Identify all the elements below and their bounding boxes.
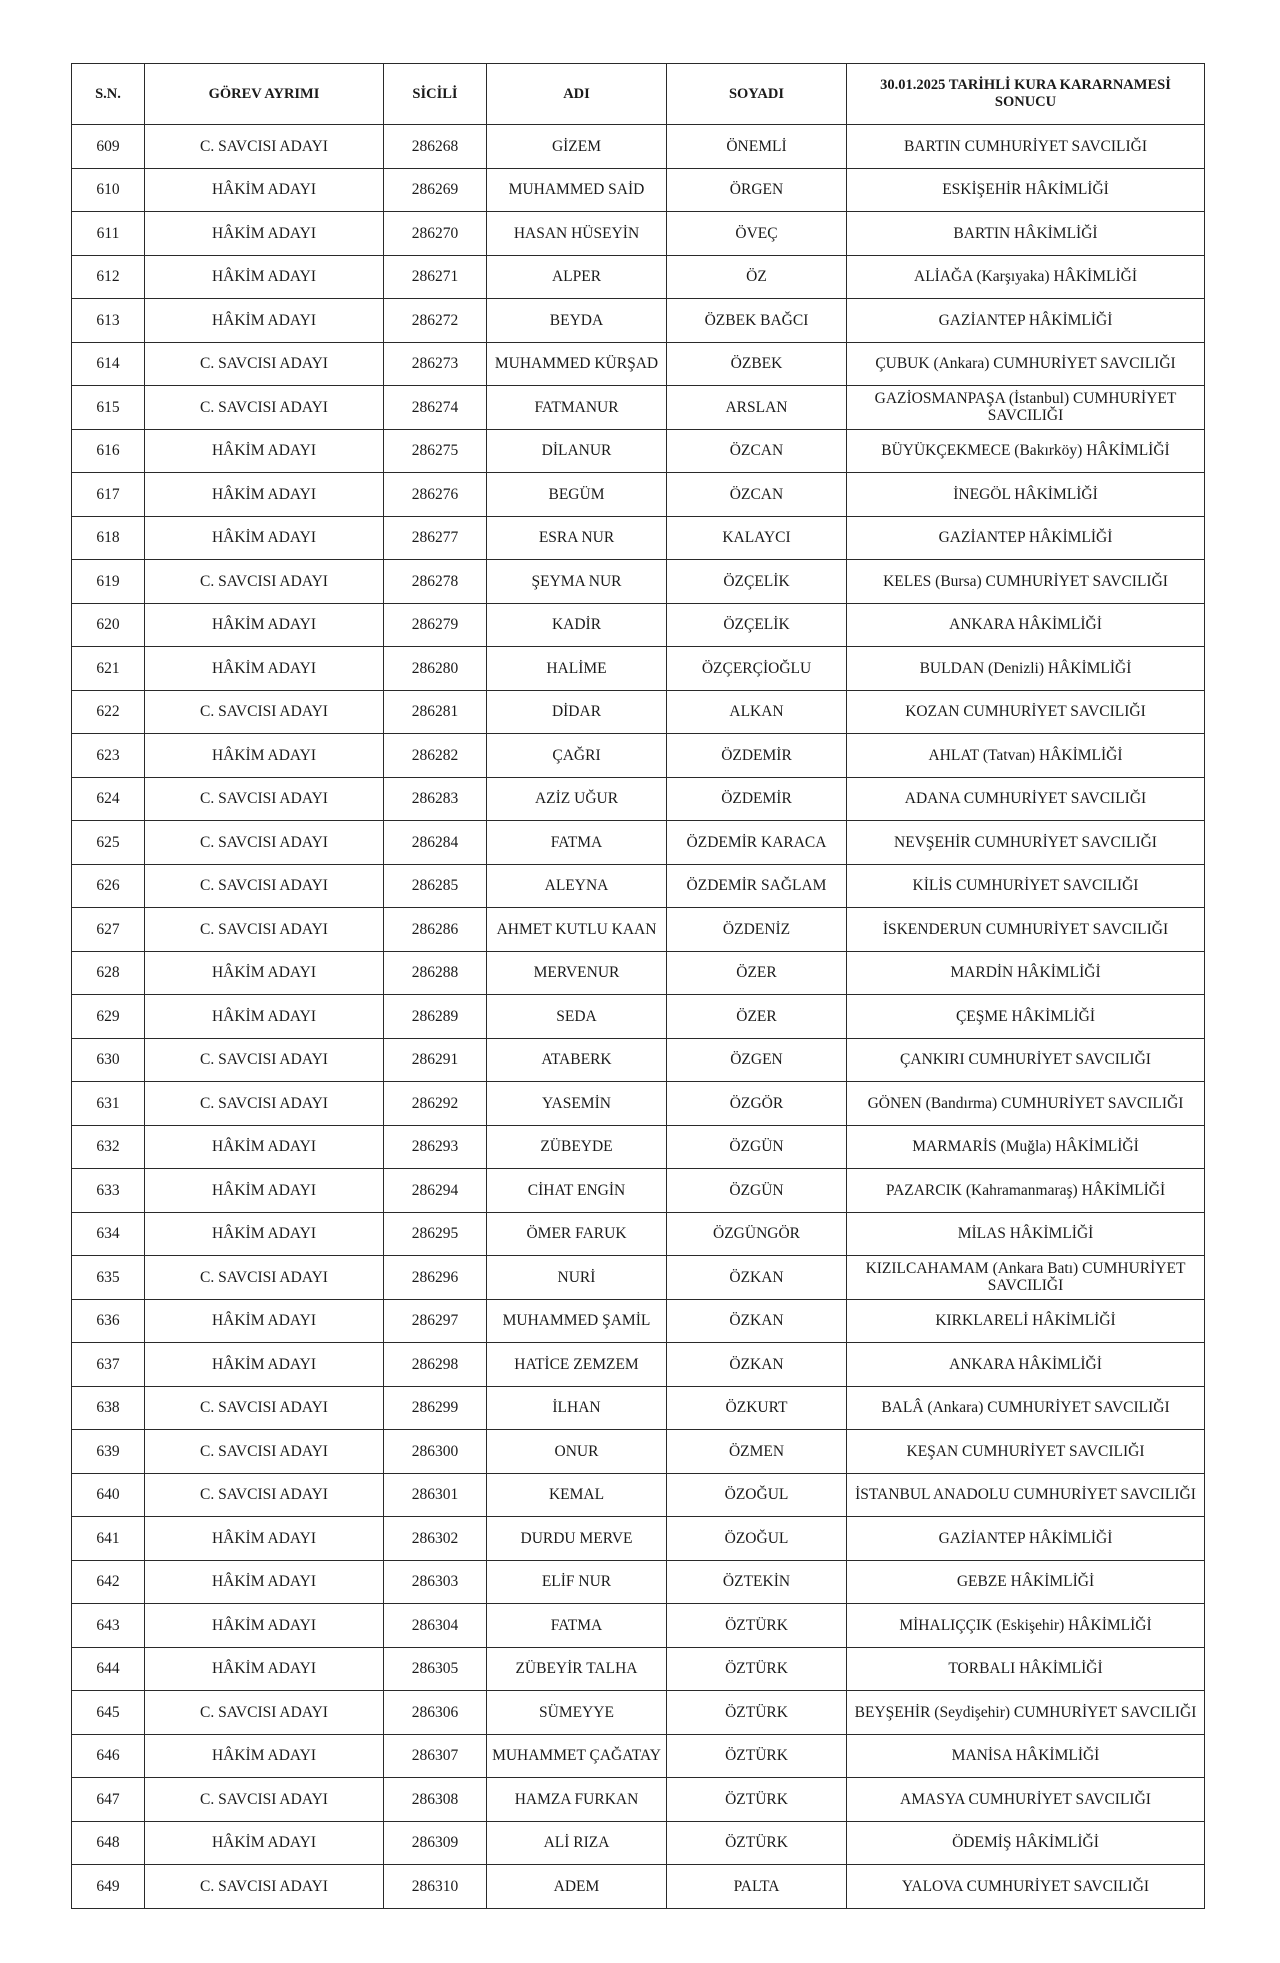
cell-gorev: HÂKİM ADAYI <box>145 1647 384 1691</box>
cell-adi: ZÜBEYİR TALHA <box>487 1647 667 1691</box>
cell-kura: ESKİŞEHİR HÂKİMLİĞİ <box>847 168 1205 212</box>
cell-soyadi: ÖZGÖR <box>667 1082 847 1126</box>
cell-sicil: 286280 <box>384 647 487 691</box>
header-soyadi: SOYADI <box>667 64 847 125</box>
cell-gorev: C. SAVCISI ADAYI <box>145 1778 384 1822</box>
cell-soyadi: ÖZTÜRK <box>667 1647 847 1691</box>
cell-sicil: 286285 <box>384 864 487 908</box>
cell-adi: ALPER <box>487 255 667 299</box>
cell-gorev: HÂKİM ADAYI <box>145 212 384 256</box>
table-row <box>72 516 1205 560</box>
cell-sn: 637 <box>72 1343 145 1387</box>
cell-adi: MUHAMMED SAİD <box>487 168 667 212</box>
table-row <box>72 212 1205 256</box>
cell-sn: 645 <box>72 1691 145 1735</box>
cell-adi: MUHAMMED KÜRŞAD <box>487 342 667 386</box>
cell-soyadi: ARSLAN <box>667 386 847 430</box>
cell-gorev: C. SAVCISI ADAYI <box>145 777 384 821</box>
cell-sn: 640 <box>72 1473 145 1517</box>
cell-gorev: HÂKİM ADAYI <box>145 1734 384 1778</box>
cell-kura: MARDİN HÂKİMLİĞİ <box>847 951 1205 995</box>
cell-sicil: 286303 <box>384 1560 487 1604</box>
cell-gorev: C. SAVCISI ADAYI <box>145 1473 384 1517</box>
cell-sicil: 286295 <box>384 1212 487 1256</box>
cell-kura: İSKENDERUN CUMHURİYET SAVCILIĞI <box>847 908 1205 952</box>
cell-adi: DURDU MERVE <box>487 1517 667 1561</box>
cell-sicil: 286293 <box>384 1125 487 1169</box>
cell-kura: KİLİS CUMHURİYET SAVCILIĞI <box>847 864 1205 908</box>
cell-sicil: 286277 <box>384 516 487 560</box>
cell-sn: 619 <box>72 560 145 604</box>
table-row <box>72 603 1205 647</box>
cell-sicil: 286308 <box>384 1778 487 1822</box>
cell-gorev: C. SAVCISI ADAYI <box>145 1256 384 1300</box>
table-row <box>72 1560 1205 1604</box>
cell-adi: MERVENUR <box>487 951 667 995</box>
cell-kura: BEYŞEHİR (Seydişehir) CUMHURİYET SAVCILIĞI <box>847 1691 1205 1735</box>
cell-sicil: 286268 <box>384 125 487 169</box>
table-row <box>72 1212 1205 1256</box>
cell-sicil: 286272 <box>384 299 487 343</box>
cell-soyadi: ÖZTÜRK <box>667 1778 847 1822</box>
cell-soyadi: ÖZTÜRK <box>667 1734 847 1778</box>
cell-adi: SÜMEYYE <box>487 1691 667 1735</box>
cell-soyadi: ÖZGÜN <box>667 1169 847 1213</box>
cell-adi: AHMET KUTLU KAAN <box>487 908 667 952</box>
cell-sn: 648 <box>72 1821 145 1865</box>
cell-kura: YALOVA CUMHURİYET SAVCILIĞI <box>847 1865 1205 1909</box>
cell-sn: 644 <box>72 1647 145 1691</box>
cell-sicil: 286281 <box>384 690 487 734</box>
cell-kura: ÇUBUK (Ankara) CUMHURİYET SAVCILIĞI <box>847 342 1205 386</box>
header-adi: ADI <box>487 64 667 125</box>
cell-sn: 622 <box>72 690 145 734</box>
cell-sn: 610 <box>72 168 145 212</box>
cell-soyadi: ÖZTÜRK <box>667 1821 847 1865</box>
cell-adi: SEDA <box>487 995 667 1039</box>
cell-sicil: 286282 <box>384 734 487 778</box>
cell-adi: AZİZ UĞUR <box>487 777 667 821</box>
cell-sicil: 286271 <box>384 255 487 299</box>
cell-kura: İSTANBUL ANADOLU CUMHURİYET SAVCILIĞI <box>847 1473 1205 1517</box>
table-row <box>72 1691 1205 1735</box>
cell-sn: 634 <box>72 1212 145 1256</box>
cell-kura: BÜYÜKÇEKMECE (Bakırköy) HÂKİMLİĞİ <box>847 429 1205 473</box>
table-row <box>72 1604 1205 1648</box>
cell-adi: FATMA <box>487 1604 667 1648</box>
table-header <box>72 64 1205 125</box>
cell-adi: HALİME <box>487 647 667 691</box>
cell-sn: 627 <box>72 908 145 952</box>
cell-kura: AHLAT (Tatvan) HÂKİMLİĞİ <box>847 734 1205 778</box>
cell-kura: ÇANKIRI CUMHURİYET SAVCILIĞI <box>847 1038 1205 1082</box>
cell-sicil: 286309 <box>384 1821 487 1865</box>
cell-kura: KIZILCAHAMAM (Ankara Batı) CUMHURİYET SAVCILIĞI <box>847 1256 1205 1300</box>
cell-sicil: 286298 <box>384 1343 487 1387</box>
table-row <box>72 908 1205 952</box>
cell-kura: ADANA CUMHURİYET SAVCILIĞI <box>847 777 1205 821</box>
cell-kura: AMASYA CUMHURİYET SAVCILIĞI <box>847 1778 1205 1822</box>
table-row <box>72 864 1205 908</box>
cell-soyadi: ÖZMEN <box>667 1430 847 1474</box>
cell-sicil: 286294 <box>384 1169 487 1213</box>
cell-kura: İNEGÖL HÂKİMLİĞİ <box>847 473 1205 517</box>
cell-gorev: C. SAVCISI ADAYI <box>145 1386 384 1430</box>
cell-adi: DİLANUR <box>487 429 667 473</box>
cell-kura: ANKARA HÂKİMLİĞİ <box>847 1343 1205 1387</box>
cell-kura: GEBZE HÂKİMLİĞİ <box>847 1560 1205 1604</box>
cell-gorev: HÂKİM ADAYI <box>145 1299 384 1343</box>
cell-gorev: HÂKİM ADAYI <box>145 1212 384 1256</box>
cell-gorev: HÂKİM ADAYI <box>145 647 384 691</box>
cell-adi: HAMZA FURKAN <box>487 1778 667 1822</box>
cell-sicil: 286299 <box>384 1386 487 1430</box>
cell-soyadi: ÖZÇELİK <box>667 603 847 647</box>
cell-kura: TORBALI HÂKİMLİĞİ <box>847 1647 1205 1691</box>
cell-kura: ANKARA HÂKİMLİĞİ <box>847 603 1205 647</box>
table-row <box>72 1299 1205 1343</box>
cell-soyadi: ÖZÇELİK <box>667 560 847 604</box>
cell-adi: BEYDA <box>487 299 667 343</box>
cell-sn: 620 <box>72 603 145 647</box>
cell-gorev: C. SAVCISI ADAYI <box>145 690 384 734</box>
cell-adi: HATİCE ZEMZEM <box>487 1343 667 1387</box>
cell-sn: 628 <box>72 951 145 995</box>
table-row <box>72 560 1205 604</box>
cell-sn: 615 <box>72 386 145 430</box>
cell-gorev: HÂKİM ADAYI <box>145 299 384 343</box>
cell-adi: MUHAMMED ŞAMİL <box>487 1299 667 1343</box>
cell-soyadi: ÖZKAN <box>667 1299 847 1343</box>
cell-sn: 626 <box>72 864 145 908</box>
header-row <box>72 64 1205 125</box>
cell-sn: 638 <box>72 1386 145 1430</box>
cell-gorev: C. SAVCISI ADAYI <box>145 821 384 865</box>
cell-gorev: C. SAVCISI ADAYI <box>145 1865 384 1909</box>
cell-soyadi: ÖZGÜN <box>667 1125 847 1169</box>
table-row <box>72 1734 1205 1778</box>
cell-gorev: C. SAVCISI ADAYI <box>145 386 384 430</box>
assignment-table <box>71 63 1205 1909</box>
table-row <box>72 734 1205 778</box>
cell-sn: 630 <box>72 1038 145 1082</box>
cell-gorev: HÂKİM ADAYI <box>145 1821 384 1865</box>
cell-adi: ADEM <box>487 1865 667 1909</box>
table-row <box>72 1386 1205 1430</box>
cell-gorev: HÂKİM ADAYI <box>145 516 384 560</box>
cell-sn: 649 <box>72 1865 145 1909</box>
table-row <box>72 473 1205 517</box>
cell-gorev: C. SAVCISI ADAYI <box>145 1082 384 1126</box>
cell-kura: BALÂ (Ankara) CUMHURİYET SAVCILIĞI <box>847 1386 1205 1430</box>
cell-soyadi: ÖZKURT <box>667 1386 847 1430</box>
cell-kura: GAZİANTEP HÂKİMLİĞİ <box>847 299 1205 343</box>
cell-kura: MANİSA HÂKİMLİĞİ <box>847 1734 1205 1778</box>
cell-adi: ŞEYMA NUR <box>487 560 667 604</box>
cell-sicil: 286288 <box>384 951 487 995</box>
table-row <box>72 429 1205 473</box>
cell-soyadi: ÖZTÜRK <box>667 1691 847 1735</box>
cell-kura: KEŞAN CUMHURİYET SAVCILIĞI <box>847 1430 1205 1474</box>
cell-adi: ELİF NUR <box>487 1560 667 1604</box>
cell-sicil: 286292 <box>384 1082 487 1126</box>
cell-sn: 629 <box>72 995 145 1039</box>
cell-gorev: HÂKİM ADAYI <box>145 473 384 517</box>
cell-kura: PAZARCIK (Kahramanmaraş) HÂKİMLİĞİ <box>847 1169 1205 1213</box>
cell-soyadi: ÖZCAN <box>667 429 847 473</box>
cell-gorev: HÂKİM ADAYI <box>145 1604 384 1648</box>
cell-sicil: 286291 <box>384 1038 487 1082</box>
cell-sicil: 286283 <box>384 777 487 821</box>
cell-gorev: C. SAVCISI ADAYI <box>145 342 384 386</box>
cell-adi: BEGÜM <box>487 473 667 517</box>
cell-kura: ALİAĞA (Karşıyaka) HÂKİMLİĞİ <box>847 255 1205 299</box>
header-gorev: GÖREV AYRIMI <box>145 64 384 125</box>
cell-sicil: 286301 <box>384 1473 487 1517</box>
cell-gorev: HÂKİM ADAYI <box>145 995 384 1039</box>
table-row <box>72 1865 1205 1909</box>
cell-kura: MARMARİS (Muğla) HÂKİMLİĞİ <box>847 1125 1205 1169</box>
table-row <box>72 1473 1205 1517</box>
cell-kura: GAZİOSMANPAŞA (İstanbul) CUMHURİYET SAVCILIĞI <box>847 386 1205 430</box>
table-row <box>72 386 1205 430</box>
cell-kura: NEVŞEHİR CUMHURİYET SAVCILIĞI <box>847 821 1205 865</box>
cell-soyadi: ÖZKAN <box>667 1256 847 1300</box>
cell-sn: 618 <box>72 516 145 560</box>
table-row <box>72 995 1205 1039</box>
cell-soyadi: ÖZOĞUL <box>667 1473 847 1517</box>
cell-sn: 641 <box>72 1517 145 1561</box>
cell-soyadi: ÖZ <box>667 255 847 299</box>
cell-sicil: 286275 <box>384 429 487 473</box>
cell-soyadi: ÖZÇERÇİOĞLU <box>667 647 847 691</box>
cell-kura: KIRKLARELİ HÂKİMLİĞİ <box>847 1299 1205 1343</box>
cell-soyadi: ÖNEMLİ <box>667 125 847 169</box>
cell-soyadi: PALTA <box>667 1865 847 1909</box>
cell-gorev: C. SAVCISI ADAYI <box>145 1038 384 1082</box>
table-row <box>72 1821 1205 1865</box>
cell-adi: DİDAR <box>487 690 667 734</box>
cell-soyadi: ÖZOĞUL <box>667 1517 847 1561</box>
cell-sn: 642 <box>72 1560 145 1604</box>
cell-soyadi: ÖZCAN <box>667 473 847 517</box>
cell-sicil: 286276 <box>384 473 487 517</box>
cell-sn: 636 <box>72 1299 145 1343</box>
cell-sn: 635 <box>72 1256 145 1300</box>
cell-gorev: HÂKİM ADAYI <box>145 603 384 647</box>
table-row <box>72 951 1205 995</box>
cell-sicil: 286269 <box>384 168 487 212</box>
cell-soyadi: ÖZER <box>667 995 847 1039</box>
cell-sn: 633 <box>72 1169 145 1213</box>
cell-soyadi: ÖZGÜNGÖR <box>667 1212 847 1256</box>
table-row <box>72 125 1205 169</box>
header-kura: 30.01.2025 TARİHLİ KURA KARARNAMESİ SONUCU <box>847 64 1205 125</box>
cell-sn: 623 <box>72 734 145 778</box>
cell-sicil: 286305 <box>384 1647 487 1691</box>
cell-sicil: 286296 <box>384 1256 487 1300</box>
cell-adi: ZÜBEYDE <box>487 1125 667 1169</box>
cell-soyadi: ÖZKAN <box>667 1343 847 1387</box>
cell-adi: İLHAN <box>487 1386 667 1430</box>
table-row <box>72 1343 1205 1387</box>
table-row <box>72 1256 1205 1300</box>
cell-gorev: HÂKİM ADAYI <box>145 1125 384 1169</box>
cell-gorev: HÂKİM ADAYI <box>145 168 384 212</box>
cell-sicil: 286307 <box>384 1734 487 1778</box>
cell-kura: BARTIN CUMHURİYET SAVCILIĞI <box>847 125 1205 169</box>
header-sicil: SİCİLİ <box>384 64 487 125</box>
cell-soyadi: ÖZGEN <box>667 1038 847 1082</box>
cell-sn: 631 <box>72 1082 145 1126</box>
cell-sn: 616 <box>72 429 145 473</box>
cell-soyadi: ÖZDENİZ <box>667 908 847 952</box>
cell-sn: 613 <box>72 299 145 343</box>
cell-adi: GİZEM <box>487 125 667 169</box>
header-sn: S.N. <box>72 64 145 125</box>
cell-gorev: HÂKİM ADAYI <box>145 429 384 473</box>
table-row <box>72 299 1205 343</box>
cell-kura: GAZİANTEP HÂKİMLİĞİ <box>847 516 1205 560</box>
cell-soyadi: ÖVEÇ <box>667 212 847 256</box>
cell-sicil: 286304 <box>384 1604 487 1648</box>
cell-sn: 611 <box>72 212 145 256</box>
table-row <box>72 1169 1205 1213</box>
table-row <box>72 690 1205 734</box>
cell-adi: CİHAT ENGİN <box>487 1169 667 1213</box>
cell-adi: ÖMER FARUK <box>487 1212 667 1256</box>
cell-soyadi: ÖZTEKİN <box>667 1560 847 1604</box>
cell-sn: 617 <box>72 473 145 517</box>
cell-kura: MİHALIÇÇIK (Eskişehir) HÂKİMLİĞİ <box>847 1604 1205 1648</box>
cell-sicil: 286274 <box>384 386 487 430</box>
cell-gorev: HÂKİM ADAYI <box>145 1517 384 1561</box>
table-row <box>72 342 1205 386</box>
cell-adi: MUHAMMET ÇAĞATAY <box>487 1734 667 1778</box>
cell-adi: HASAN HÜSEYİN <box>487 212 667 256</box>
cell-kura: ÇEŞME HÂKİMLİĞİ <box>847 995 1205 1039</box>
cell-sicil: 286284 <box>384 821 487 865</box>
cell-gorev: C. SAVCISI ADAYI <box>145 864 384 908</box>
cell-soyadi: ÖZDEMİR <box>667 734 847 778</box>
cell-gorev: C. SAVCISI ADAYI <box>145 1691 384 1735</box>
table-row <box>72 1778 1205 1822</box>
cell-sicil: 286289 <box>384 995 487 1039</box>
cell-sicil: 286286 <box>384 908 487 952</box>
cell-soyadi: ÖRGEN <box>667 168 847 212</box>
cell-sn: 646 <box>72 1734 145 1778</box>
cell-adi: ÇAĞRI <box>487 734 667 778</box>
cell-gorev: C. SAVCISI ADAYI <box>145 1430 384 1474</box>
cell-kura: KOZAN CUMHURİYET SAVCILIĞI <box>847 690 1205 734</box>
cell-gorev: HÂKİM ADAYI <box>145 1343 384 1387</box>
cell-soyadi: KALAYCI <box>667 516 847 560</box>
cell-kura: BULDAN (Denizli) HÂKİMLİĞİ <box>847 647 1205 691</box>
cell-soyadi: ALKAN <box>667 690 847 734</box>
table-row <box>72 1647 1205 1691</box>
cell-adi: ALEYNA <box>487 864 667 908</box>
cell-soyadi: ÖZTÜRK <box>667 1604 847 1648</box>
cell-sicil: 286310 <box>384 1865 487 1909</box>
table-row <box>72 647 1205 691</box>
cell-sicil: 286297 <box>384 1299 487 1343</box>
cell-sn: 612 <box>72 255 145 299</box>
table-row <box>72 821 1205 865</box>
table-row <box>72 777 1205 821</box>
cell-sn: 621 <box>72 647 145 691</box>
cell-sicil: 286306 <box>384 1691 487 1735</box>
cell-gorev: C. SAVCISI ADAYI <box>145 125 384 169</box>
cell-sn: 614 <box>72 342 145 386</box>
cell-sicil: 286302 <box>384 1517 487 1561</box>
table-row <box>72 1125 1205 1169</box>
cell-adi: KADİR <box>487 603 667 647</box>
table-row <box>72 255 1205 299</box>
cell-gorev: HÂKİM ADAYI <box>145 255 384 299</box>
cell-soyadi: ÖZDEMİR <box>667 777 847 821</box>
cell-kura: BARTIN HÂKİMLİĞİ <box>847 212 1205 256</box>
cell-sicil: 286270 <box>384 212 487 256</box>
cell-sn: 647 <box>72 1778 145 1822</box>
cell-sicil: 286273 <box>384 342 487 386</box>
cell-adi: FATMA <box>487 821 667 865</box>
cell-kura: MİLAS HÂKİMLİĞİ <box>847 1212 1205 1256</box>
cell-adi: ESRA NUR <box>487 516 667 560</box>
cell-adi: NURİ <box>487 1256 667 1300</box>
cell-gorev: HÂKİM ADAYI <box>145 734 384 778</box>
cell-gorev: HÂKİM ADAYI <box>145 1169 384 1213</box>
cell-soyadi: ÖZDEMİR SAĞLAM <box>667 864 847 908</box>
cell-sn: 643 <box>72 1604 145 1648</box>
cell-adi: KEMAL <box>487 1473 667 1517</box>
cell-sicil: 286278 <box>384 560 487 604</box>
table-row <box>72 168 1205 212</box>
cell-soyadi: ÖZBEK BAĞCI <box>667 299 847 343</box>
cell-sn: 624 <box>72 777 145 821</box>
cell-kura: ÖDEMİŞ HÂKİMLİĞİ <box>847 1821 1205 1865</box>
cell-gorev: C. SAVCISI ADAYI <box>145 560 384 604</box>
cell-adi: ATABERK <box>487 1038 667 1082</box>
cell-adi: ONUR <box>487 1430 667 1474</box>
table-row <box>72 1082 1205 1126</box>
cell-sn: 625 <box>72 821 145 865</box>
table-row <box>72 1430 1205 1474</box>
cell-soyadi: ÖZBEK <box>667 342 847 386</box>
cell-adi: ALİ RIZA <box>487 1821 667 1865</box>
cell-adi: FATMANUR <box>487 386 667 430</box>
cell-kura: GAZİANTEP HÂKİMLİĞİ <box>847 1517 1205 1561</box>
cell-sn: 639 <box>72 1430 145 1474</box>
cell-sicil: 286279 <box>384 603 487 647</box>
cell-soyadi: ÖZDEMİR KARACA <box>667 821 847 865</box>
cell-gorev: C. SAVCISI ADAYI <box>145 908 384 952</box>
cell-gorev: HÂKİM ADAYI <box>145 1560 384 1604</box>
cell-soyadi: ÖZER <box>667 951 847 995</box>
cell-sicil: 286300 <box>384 1430 487 1474</box>
cell-kura: GÖNEN (Bandırma) CUMHURİYET SAVCILIĞI <box>847 1082 1205 1126</box>
cell-adi: YASEMİN <box>487 1082 667 1126</box>
cell-gorev: HÂKİM ADAYI <box>145 951 384 995</box>
table-row <box>72 1038 1205 1082</box>
table-body <box>72 125 1205 1909</box>
cell-sn: 632 <box>72 1125 145 1169</box>
table-row <box>72 1517 1205 1561</box>
cell-sn: 609 <box>72 125 145 169</box>
cell-kura: KELES (Bursa) CUMHURİYET SAVCILIĞI <box>847 560 1205 604</box>
